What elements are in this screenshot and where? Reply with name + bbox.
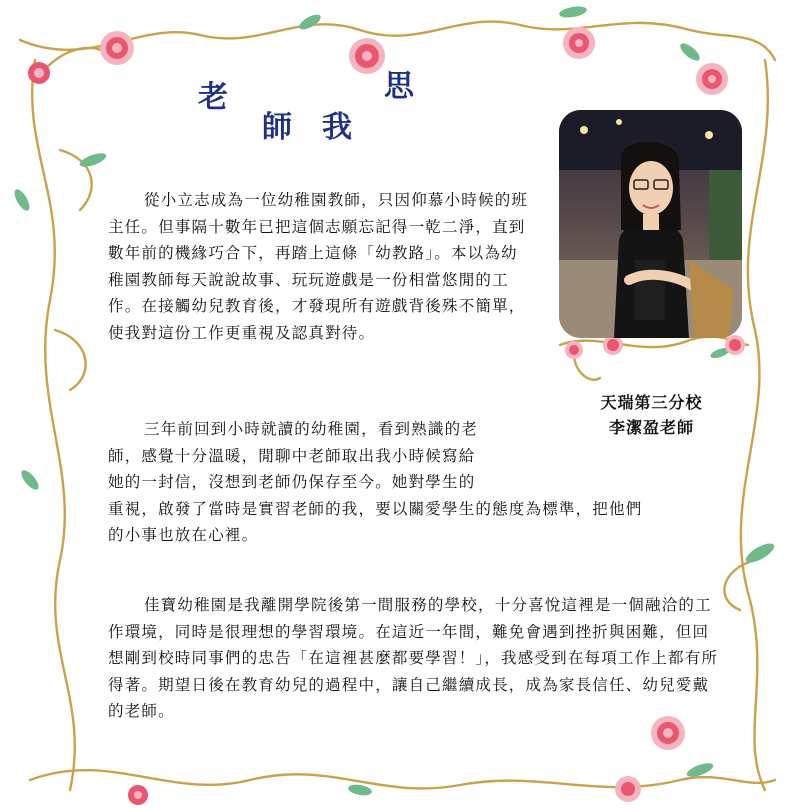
paragraph-2-line: 她的一封信，沒想到老師仍保存至今。她對學生的 bbox=[108, 473, 476, 491]
paragraph-3: 佳寶幼稚園是我離開學院後第一間服務的學校，十分喜悅這裡是一個融洽的工作環境，同時是很理想的學習環境。在這近一年間，難免會遇到挫折與困難，但回想剛到校時同事們的忠告「在這裡甚麼都要學習！」，我感受到在每項工作上都有所得著。期望日後在教育幼兒的過程中，讓自己繼續成長，成為家長信任、幼兒愛戴的老師。 bbox=[108, 596, 719, 720]
title-char-lao: 老 bbox=[198, 80, 228, 115]
title-char-shi: 師 bbox=[262, 110, 292, 145]
title-char-wo: 我 bbox=[322, 110, 352, 145]
paragraph-2-line: 重視，啟發了當時是實習老師的我，要以關愛學生的態度為標準，把他們 bbox=[108, 499, 643, 518]
title-char-si: 思 bbox=[384, 69, 414, 104]
paragraph-2-line: 的小事也放在心裡。 bbox=[108, 526, 259, 544]
photo-caption bbox=[560, 390, 743, 440]
teacher-photo bbox=[559, 110, 742, 338]
caption-teacher-name: 李潔盈老師 bbox=[608, 418, 694, 437]
caption-school: 天瑞第三分校 bbox=[600, 393, 703, 412]
paragraph-2-line: 師，感覺十分溫暖，閒聊中老師取出我小時候寫給 bbox=[108, 446, 476, 465]
paragraph-1: 從小立志成為一位幼稚園教師，只因仰慕小時候的班主任。但事隔十數年已把這個志願忘記得一乾二淨，直到數年前的機緣巧合下，再踏上這條「幼教路」。本以為幼稚園教師每天說說故事、玩玩遊戲是一份相當悠閒的工作。在接觸幼兒教育後，才發現所有遊戲背後殊不簡單，使我對這份工作更重視及認真對待。 bbox=[108, 191, 529, 342]
paragraph-2-line: 三年前回到小時就讀的幼稚園，看到熟識的老 bbox=[144, 420, 479, 438]
